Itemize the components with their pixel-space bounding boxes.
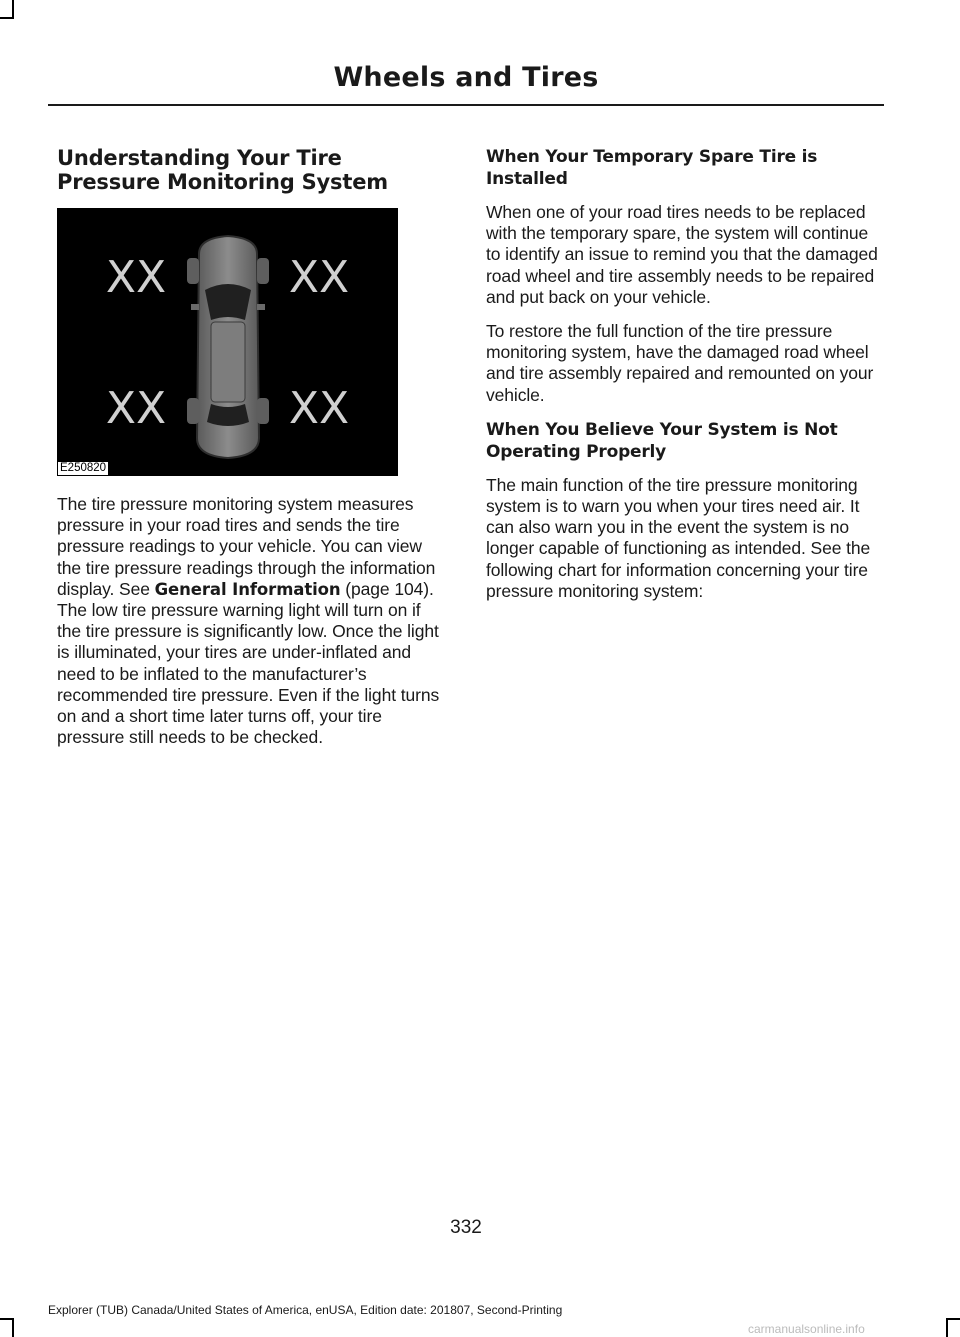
footer-edition-info: Explorer (TUB) Canada/United States of America, enUSA, Edition date: 201807, Second-Printing (48, 1303, 563, 1317)
crop-mark-bottom-right-v (946, 1320, 948, 1337)
crop-mark-top-left-h (0, 17, 14, 19)
spare-tire-paragraph-1: When one of your road tires needs to be replaced with the temporary spare, the system will continue to identify an issue to remind you that the damaged road wheel and tire assembly needs to be repaired and put back on your vehicle. (486, 202, 878, 307)
paragraph-text-end: (page 104). The low tire pressure warning light will turn on if the tire pressure is significantly low. Once the light is illuminated, your tires are under-inflated and need to be inflated to the manufacturer’s recommended tire pressure. Even if the light turns on and a short time later turns off, your tire pressure still needs to be checked. (57, 578, 440, 748)
tpms-display-figure (57, 208, 398, 476)
tire-pressure-rear-left: XX (105, 383, 167, 434)
crop-mark-bottom-right-h (946, 1318, 960, 1320)
tpms-description-paragraph (57, 494, 449, 748)
section-heading-not-operating: When You Believe Your System is Not Operating Properly (486, 419, 838, 462)
spare-tire-paragraph-2: To restore the full function of the tire pressure monitoring system, have the damaged road wheel and tire assembly repaired and remounted on your vehicle. (486, 321, 874, 405)
cross-reference-link[interactable]: General Information (154, 579, 341, 599)
right-column (486, 146, 878, 615)
crop-mark-bottom-left-v (12, 1320, 14, 1337)
page-number: 332 (450, 1217, 482, 1238)
not-operating-paragraph: The main function of the tire pressure monitoring system is to warn you when your tires need air. It can also warn you in the event the system is no longer capable of functioning as intended. See the following chart for information concerning your tire pressure monitoring system: (486, 474, 871, 601)
front-right-wheel (257, 258, 269, 284)
car-top-view-illustration (57, 208, 398, 476)
section-heading-tpms: Understanding Your Tire Pressure Monitoring System (57, 146, 388, 194)
crop-mark-top-left-v (12, 0, 14, 18)
header-divider (48, 104, 884, 106)
rear-right-wheel (257, 398, 269, 424)
crop-mark-bottom-left-h (0, 1318, 14, 1320)
front-left-wheel (187, 258, 199, 284)
figure-id-label: E250820 (60, 462, 107, 474)
paragraph-text-start: The tire pressure monitoring system measures pressure in your road tires and sends the tire pressure readings to your vehicle. You can view the tire pressure readings through the information display. See (57, 494, 436, 599)
tire-pressure-rear-right: XX (288, 383, 350, 434)
section-heading-spare-tire: When Your Temporary Spare Tire is Installed (486, 147, 818, 189)
rear-left-wheel (187, 398, 199, 424)
left-column (57, 146, 449, 761)
site-watermark: carmanualsonline.info (748, 1322, 865, 1336)
tire-pressure-front-left: XX (105, 252, 167, 303)
tire-pressure-front-right: XX (288, 252, 350, 303)
page-header-title: Wheels and Tires (333, 62, 599, 93)
